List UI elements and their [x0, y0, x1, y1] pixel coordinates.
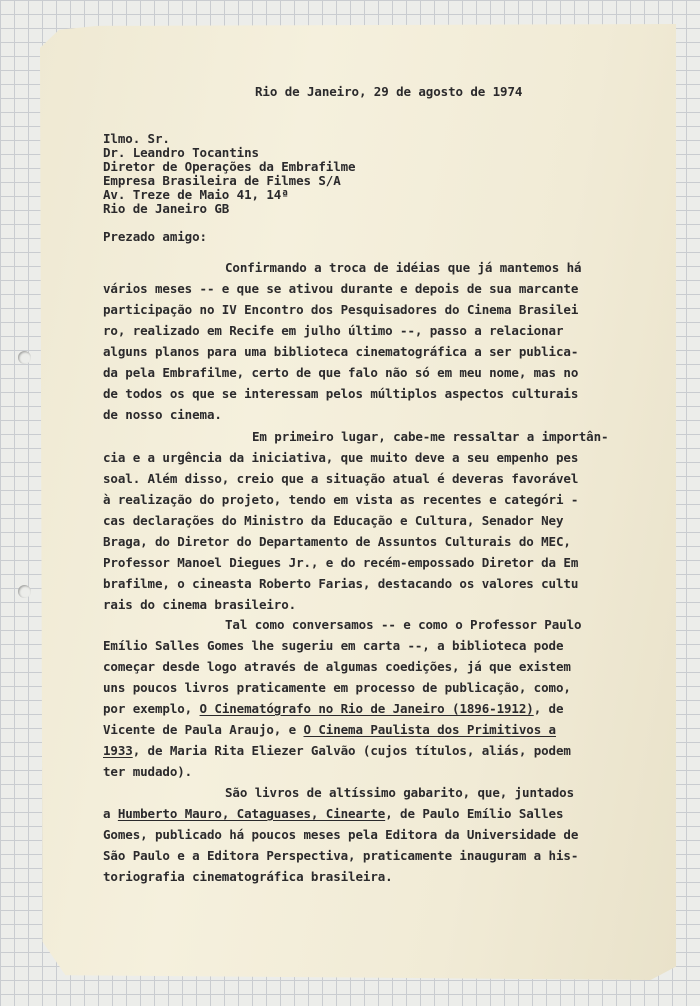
text-run: por exemplo,	[103, 701, 200, 716]
paragraph-3-line	[103, 743, 571, 759]
paragraph-1-line: da pela Embrafilme, certo de que falo não só em meu nome, mas no	[103, 365, 579, 380]
paragraph-1-line: vários meses -- e que se ativou durante e depois de sua marcante	[103, 281, 579, 296]
paragraph-3-line: começar desde logo através de algumas coedições, já que existem	[103, 659, 571, 674]
paragraph-2-line: Braga, do Diretor do Departamento de Assuntos Culturais do MEC,	[103, 534, 571, 549]
paragraph-2-line: soal. Além disso, creio que a situação atual é deveras favorável	[103, 471, 579, 486]
paragraph-4-line	[103, 806, 563, 822]
text-run: a	[103, 806, 118, 821]
recipient-line: Empresa Brasileira de Filmes S/A	[103, 173, 341, 188]
letter-date: Rio de Janeiro, 29 de agosto de 1974	[255, 84, 523, 99]
paragraph-2-line: brafilme, o cineasta Roberto Farias, destacando os valores cultu	[103, 576, 579, 591]
text-run: Vicente de Paula Araujo, e	[103, 722, 304, 737]
paragraph-2-line: Em primeiro lugar, cabe-me ressaltar a importân-	[252, 429, 609, 444]
recipient-line: Rio de Janeiro GB	[103, 201, 230, 216]
text-run: , de Maria Rita Eliezer Galvão (cujos títulos, aliás, podem	[132, 743, 571, 758]
paragraph-1-line: de todos os que se interessam pelos múltiplos aspectos culturais	[103, 386, 579, 401]
paragraph-4-line: São Paulo e a Editora Perspectiva, praticamente inauguram a his-	[103, 848, 579, 863]
paragraph-2-line: à realização do projeto, tendo em vista as recentes e categóri -	[103, 492, 579, 507]
recipient-line: Av. Treze de Maio 41, 14ª	[103, 187, 289, 202]
book-title: O Cinematógrafo no Rio de Janeiro (1896-1912)	[199, 701, 534, 716]
text-run: , de Paulo Emílio Salles	[385, 806, 564, 821]
paragraph-1-line: ro, realizado em Recife em julho último --, passo a relacionar	[103, 323, 564, 338]
paragraph-2-line: Professor Manoel Diegues Jr., e do recém-empossado Diretor da Em	[103, 555, 579, 570]
recipient-line: Diretor de Operações da Embrafilme	[103, 159, 356, 174]
paragraph-4-line: toriografia cinematográfica brasileira.	[103, 869, 393, 884]
text-run: , de	[533, 701, 564, 716]
paragraph-1-line: de nosso cinema.	[103, 407, 222, 422]
paragraph-2-line: cia e a urgência da iniciativa, que muito deve a seu empenho pes	[103, 450, 579, 465]
paragraph-4-line: São livros de altíssimo gabarito, que, juntados	[225, 785, 575, 800]
paragraph-3-line: ter mudado).	[103, 764, 193, 779]
paragraph-3-line: uns poucos livros praticamente em processo de publicação, como,	[103, 680, 571, 695]
paragraph-1-line: participação no IV Encontro dos Pesquisadores do Cinema Brasilei	[103, 302, 579, 317]
paragraph-2-line: cas declarações do Ministro da Educação e Cultura, Senador Ney	[103, 513, 564, 528]
paragraph-3-line	[103, 701, 563, 717]
paragraph-1-line: alguns planos para uma biblioteca cinematográfica a ser publica-	[103, 344, 579, 359]
paragraph-2-line: rais do cinema brasileiro.	[103, 597, 297, 612]
paragraph-3-line: Tal como conversamos -- e como o Professor Paulo	[225, 617, 582, 632]
punch-hole-top	[18, 351, 31, 364]
paragraph-4-line: Gomes, publicado há poucos meses pela Editora da Universidade de	[103, 827, 579, 842]
book-title: 1933	[103, 743, 133, 758]
paragraph-1-line: Confirmando a troca de idéias que já mantemos há	[225, 260, 582, 275]
book-title: Humberto Mauro, Cataguases, Cinearte	[117, 806, 386, 821]
recipient-line: Dr. Leandro Tocantins	[103, 145, 259, 160]
recipient-line: Ilmo. Sr.	[103, 131, 170, 146]
paragraph-3-line: Emílio Salles Gomes lhe sugeriu em carta --, a biblioteca pode	[103, 638, 564, 653]
paragraph-3-line	[103, 722, 556, 738]
salutation: Prezado amigo:	[103, 229, 207, 244]
punch-hole-bottom	[18, 585, 31, 598]
book-title: O Cinema Paulista dos Primitivos a	[303, 722, 556, 737]
